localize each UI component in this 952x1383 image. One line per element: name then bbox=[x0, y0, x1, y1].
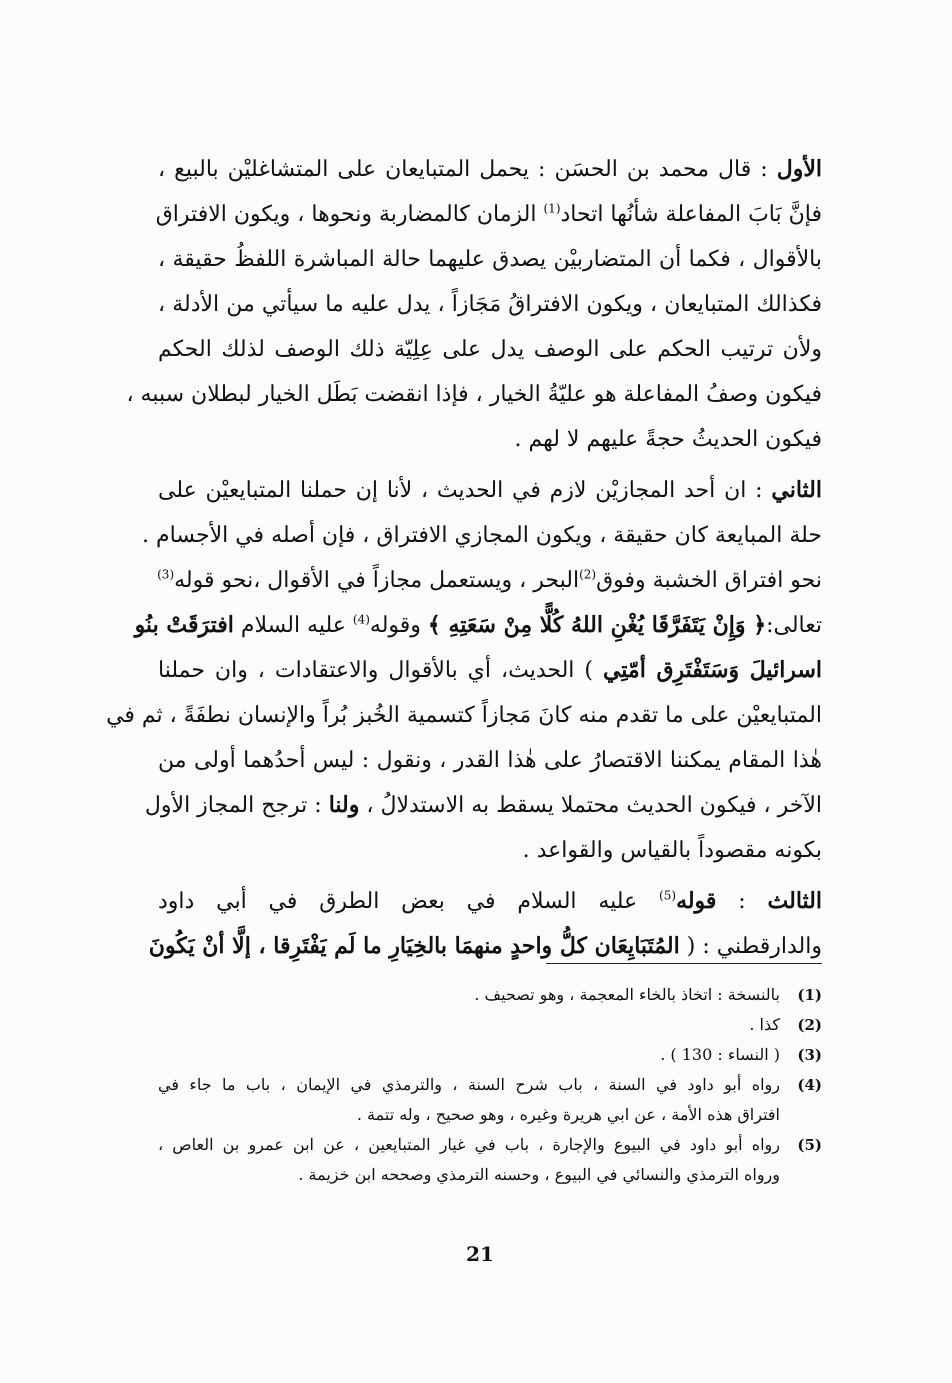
text-run: البحر ، ويستعمل مجازاً في الأقوال ،نحو قوله bbox=[174, 568, 580, 593]
text-line bbox=[158, 237, 822, 282]
text-line bbox=[158, 327, 822, 372]
text-run: فيكون الحديثُ حجةً عليهم لا لهم . bbox=[514, 427, 822, 452]
paragraph bbox=[148, 879, 822, 969]
text-run: هٰذا المقام يمكننا الاقتصارُ على هٰذا القدر ، ونقول : ليس أحدُهما أولى من bbox=[158, 748, 822, 773]
footnote bbox=[158, 1130, 822, 1190]
footnote-line: ورواه الترمذي والنسائي في البيوع ، وحسنه الترمذي وصححه ابن خزيمة . bbox=[298, 1165, 780, 1184]
footnote bbox=[158, 1010, 822, 1040]
footnote-text bbox=[158, 980, 780, 1010]
footnote-line: ( النساء : 130 ) . bbox=[660, 1045, 780, 1064]
text-line bbox=[158, 828, 822, 873]
text-run: ولأن ترتيب الحكم على الوصف يدل على عِلِيّة ذلك الوصف لذلك الحكم bbox=[158, 337, 822, 362]
footnote-line: رواه أبو داود في السنة ، باب شرح السنة ، والترمذي في الإيمان ، باب ما جاء في bbox=[158, 1075, 780, 1094]
text-line bbox=[158, 417, 822, 462]
text-run: ) الحديث، أي بالأقوال والاعتقادات ، وان حملنا bbox=[158, 658, 603, 683]
footnote-text bbox=[158, 1010, 780, 1040]
text-run: حلة المبايعة كان حقيقة ، ويكون المجازي الافتراق ، فإن أصله في الأجسام . bbox=[142, 523, 822, 548]
footnote-number: (4) bbox=[797, 1076, 822, 1094]
text-line bbox=[134, 603, 822, 648]
text-run: عليه السلام في بعض الطرق في أبي داود bbox=[158, 889, 660, 914]
bold-text: المُتَبَايِعَان كلُّ واحدٍ منهمَا بالخِيَارِ ما لَم يَفْتَرِقا ، إلَّا أنْ يَكُونَ bbox=[148, 933, 680, 959]
text-line bbox=[126, 372, 822, 417]
text-run: عليه السلام bbox=[233, 613, 353, 638]
page-number: 21 bbox=[466, 1242, 494, 1266]
bold-text: الأول bbox=[776, 156, 822, 182]
footnote-text bbox=[158, 1070, 780, 1130]
text-run: تعالى: bbox=[766, 613, 822, 638]
footnotes bbox=[158, 980, 822, 1190]
bold-text: الثاني bbox=[771, 477, 822, 503]
text-line bbox=[155, 192, 822, 237]
footnote-ref: (4) bbox=[352, 612, 370, 627]
text-run: بكونه مقصوداً بالقياس والقواعد . bbox=[522, 838, 822, 863]
footnote-line: بالنسخة : اتخاذ بالخاء المعجمة ، وهو تصحيف . bbox=[474, 985, 780, 1004]
text-run: فإنَّ بَابَ المفاعلة شأنُها اتحاد bbox=[560, 202, 822, 227]
text-run: : ان أحد المجازيْن لازم في الحديث ، لأنا إن حملنا المتبايعيْن على bbox=[158, 478, 772, 503]
main-text bbox=[106, 147, 822, 969]
text-run: المتبايعيْن على ما تقدم منه كانَ مَجازاً كتسمية الخُبز بُراً والإنسان نطفَةً ، ثم في bbox=[106, 703, 822, 728]
footnote-number: (2) bbox=[797, 1016, 822, 1034]
text-run: فيكون وصفُ المفاعلة هو عليّةُ الخيار ، فإذا انقضت بَطَل الخيار لبطلان سببه ، bbox=[126, 382, 822, 407]
footnote-ref: (3) bbox=[157, 567, 175, 582]
footnote-line: رواه أبو داود في البيوع والإجارة ، باب في غيار المتبايعين ، عن ابن عمرو بن العاص ، bbox=[158, 1135, 781, 1154]
text-line bbox=[158, 879, 822, 924]
text-line bbox=[142, 513, 822, 558]
text-run: : قال محمد بن الحسَن : يحمل المتبايعان على المتشاغليْن بالبيع ، bbox=[158, 157, 777, 182]
footnote-ref: (1) bbox=[543, 201, 561, 216]
text-run: الآخر ، فيكون الحديث محتملا يسقط به الاستدلالُ ، bbox=[359, 793, 822, 818]
text-run: : ترجح المجاز الأول bbox=[144, 793, 329, 818]
text-line bbox=[158, 468, 822, 513]
text-line bbox=[106, 693, 822, 738]
bold-text: قوله bbox=[676, 888, 717, 914]
text-run: بالأقوال ، فكما أن المتضاربيْن يصدق عليهما حالة المباشرة اللفظُ حقيقة ، bbox=[158, 247, 822, 272]
footnote-number: (1) bbox=[797, 986, 822, 1004]
footnote-number: (3) bbox=[797, 1046, 822, 1064]
bold-text: ولنا bbox=[328, 792, 360, 818]
footnote-line: كذا . bbox=[749, 1015, 780, 1034]
text-line bbox=[158, 282, 822, 327]
footnote-ref: (5) bbox=[659, 888, 677, 903]
text-run: فكذالك المتبايعان ، ويكون الافتراقُ مَجَازاً ، يدل عليه ما سيأتي من الأدلة ، bbox=[158, 292, 822, 317]
bold-text: افترَقَتْ بنُو bbox=[134, 612, 234, 638]
bold-text: الثالث bbox=[767, 888, 822, 914]
footnote-text bbox=[158, 1040, 780, 1070]
footnote-line: افتراق هذه الأمة ، عن ابي هريرة وغيره ، وهو صحيح ، وله تتمة . bbox=[356, 1105, 780, 1124]
footnote-ref: (2) bbox=[579, 567, 597, 582]
bold-text: ﴿ وَإِنْ يَتَفَرَّقَا يُغْنِ اللهُ كُلًّا مِنْ سَعَتِهِ ﴾ bbox=[427, 612, 767, 638]
paragraph bbox=[126, 147, 822, 462]
paragraph bbox=[106, 468, 822, 873]
text-line bbox=[158, 648, 822, 693]
text-line bbox=[144, 783, 822, 828]
bold-text: اسرائيلَ وَسَتَفْتَرِق أمّتِي bbox=[602, 657, 822, 683]
text-line bbox=[158, 147, 822, 192]
text-line bbox=[158, 558, 822, 603]
footnote bbox=[158, 1040, 822, 1070]
text-line bbox=[158, 738, 822, 783]
text-run: وقوله bbox=[369, 613, 428, 638]
footnote bbox=[158, 980, 822, 1010]
footnote-text bbox=[158, 1130, 780, 1190]
text-run: : bbox=[716, 889, 768, 914]
text-run: الزمان كالمضاربة ونحوها ، ويكون الافتراق bbox=[155, 202, 544, 227]
text-run: والدارقطني : ( bbox=[679, 934, 822, 959]
footnote-number: (5) bbox=[797, 1136, 822, 1154]
footnote-separator bbox=[546, 963, 822, 964]
text-run: نحو افتراق الخشبة وفوق bbox=[596, 568, 822, 593]
footnote bbox=[158, 1070, 822, 1130]
